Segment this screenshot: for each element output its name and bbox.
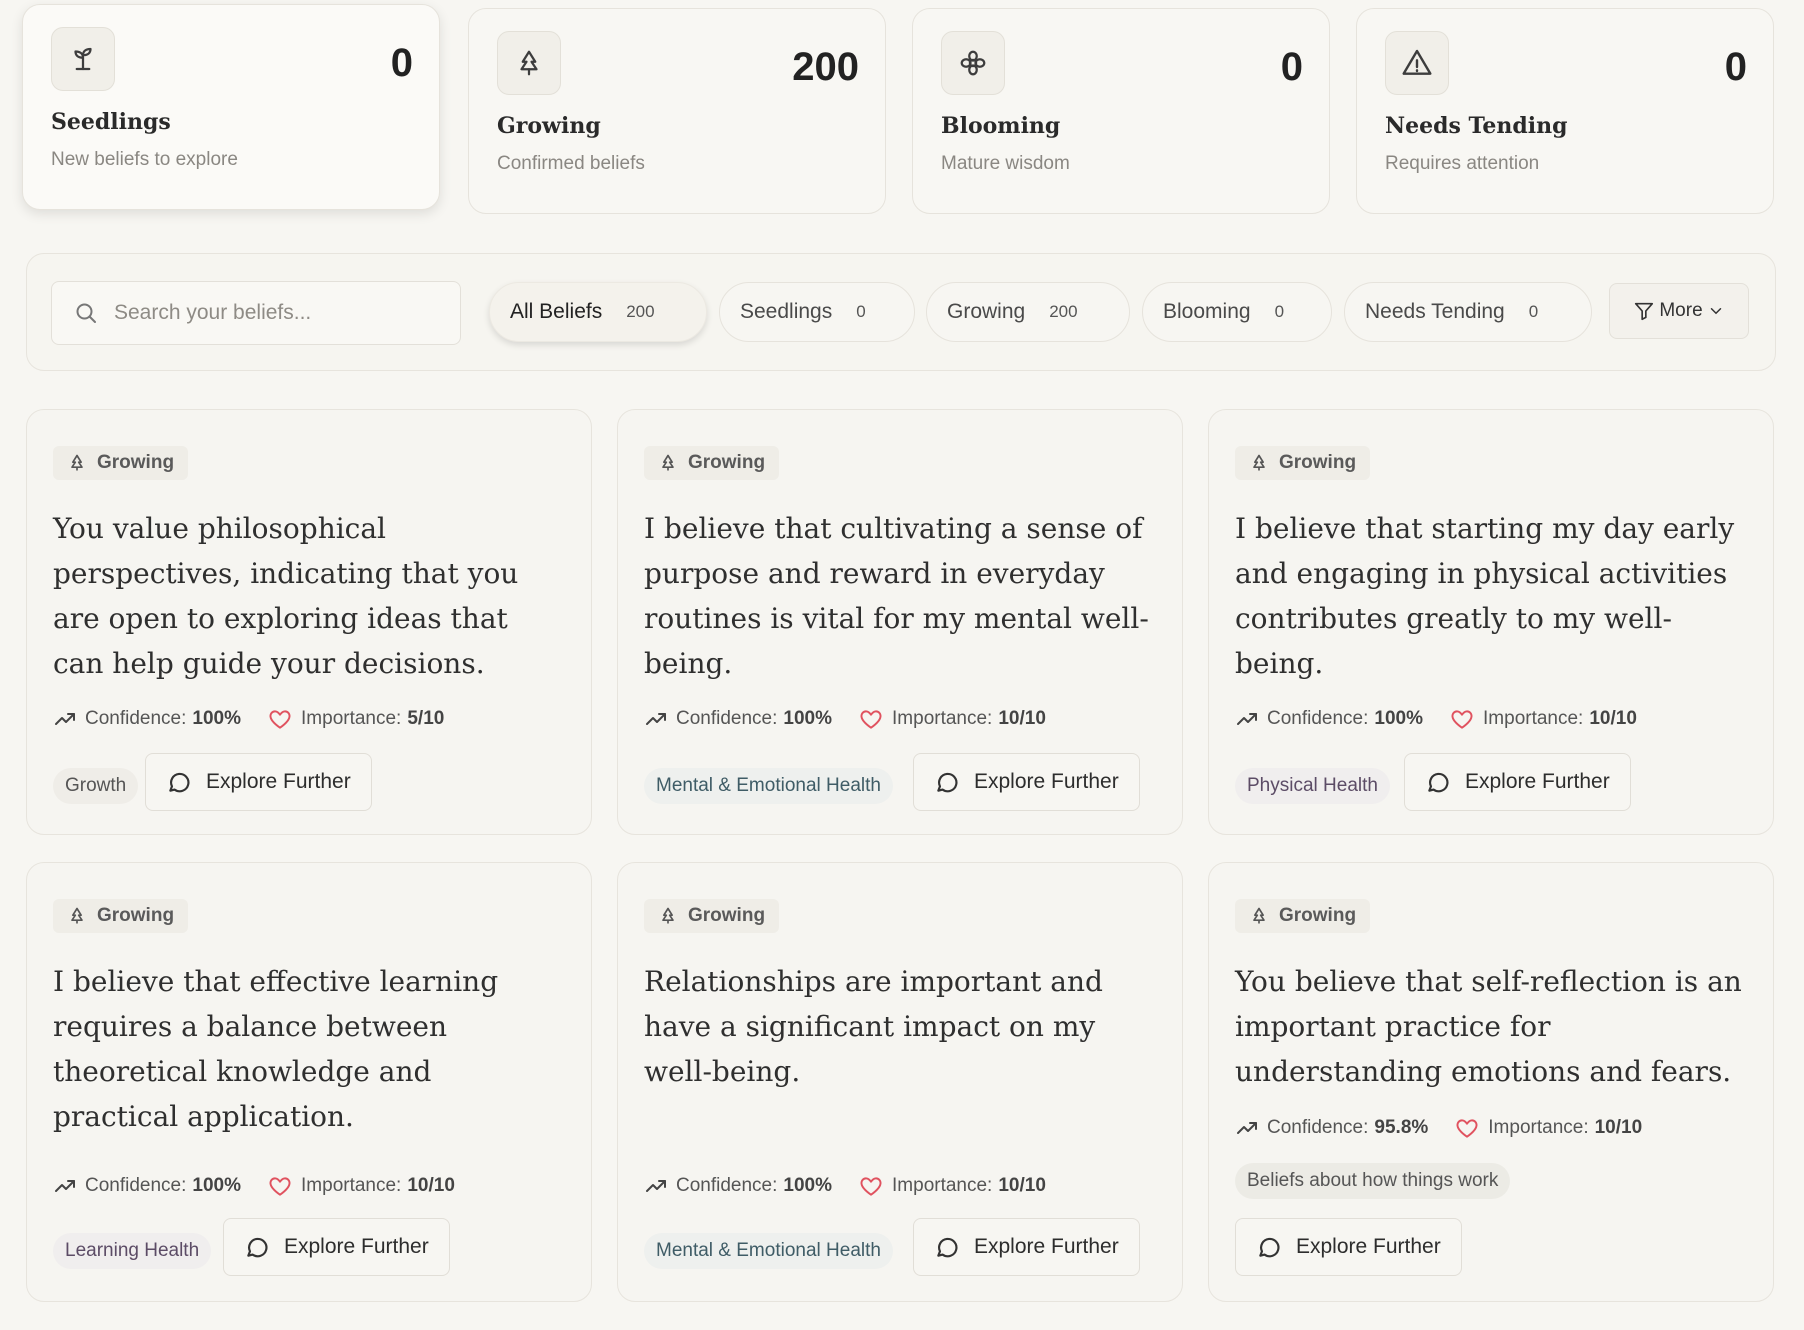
importance-metric bbox=[858, 1173, 1046, 1199]
status-label: Growing bbox=[688, 905, 766, 926]
importance-label: Importance: bbox=[892, 708, 993, 729]
heart-icon bbox=[1454, 1115, 1480, 1141]
explore-further-button[interactable] bbox=[913, 1218, 1140, 1276]
more-label: More bbox=[1659, 300, 1703, 321]
trending-up-icon bbox=[53, 1174, 77, 1198]
confidence-label: Confidence: bbox=[85, 1175, 187, 1196]
status-label: Growing bbox=[1279, 905, 1357, 926]
filter-bar bbox=[26, 253, 1776, 371]
search-input[interactable] bbox=[114, 301, 444, 325]
trending-up-icon bbox=[53, 707, 77, 731]
explore-further-button[interactable] bbox=[145, 753, 372, 811]
stat-card-growing[interactable] bbox=[468, 8, 886, 214]
search-box bbox=[51, 281, 461, 345]
filter-label: Growing bbox=[947, 300, 1026, 323]
confidence-metric bbox=[53, 707, 241, 731]
belief-statement: You believe that self-reflection is an important practice for understanding emotions and fears. bbox=[1235, 965, 1742, 1088]
confidence-value: 100% bbox=[783, 708, 833, 729]
stat-subtitle: Requires attention bbox=[1385, 153, 1540, 174]
flower-icon bbox=[941, 31, 1005, 95]
belief-statement: I believe that starting my day early and engaging in physical activities contributes greatly to my well-being. bbox=[1235, 512, 1735, 680]
explore-label: Explore Further bbox=[1296, 1235, 1441, 1258]
category-tag[interactable]: Physical Health bbox=[1235, 768, 1390, 804]
belief-statement: I believe that cultivating a sense of purpose and reward in everyday routines is vital for my mental well-being. bbox=[644, 512, 1149, 680]
confidence-metric bbox=[53, 1174, 241, 1198]
explore-label: Explore Further bbox=[206, 770, 351, 793]
tree-icon bbox=[67, 906, 87, 926]
chat-bubble-icon bbox=[244, 1234, 270, 1260]
importance-metric bbox=[267, 706, 444, 732]
confidence-metric bbox=[1235, 1116, 1428, 1140]
belief-card bbox=[26, 862, 592, 1302]
filter-count: 0 bbox=[856, 302, 866, 321]
tree-icon bbox=[497, 31, 561, 95]
belief-card bbox=[26, 409, 592, 835]
filter-label: Needs Tending bbox=[1365, 300, 1505, 323]
filter-seedlings[interactable] bbox=[719, 282, 915, 342]
stat-title: Needs Tending bbox=[1385, 113, 1568, 139]
belief-metrics bbox=[1235, 1115, 1642, 1141]
explore-label: Explore Further bbox=[1465, 770, 1610, 793]
tree-icon bbox=[658, 453, 678, 473]
stat-title: Seedlings bbox=[51, 109, 171, 135]
trending-up-icon bbox=[644, 1174, 668, 1198]
chat-bubble-icon bbox=[1425, 769, 1451, 795]
status-label: Growing bbox=[1279, 452, 1357, 473]
filter-label: All Beliefs bbox=[510, 300, 603, 323]
belief-card bbox=[617, 862, 1183, 1302]
status-badge bbox=[1235, 446, 1370, 480]
confidence-value: 100% bbox=[783, 1175, 833, 1196]
stat-subtitle: New beliefs to explore bbox=[51, 149, 238, 170]
belief-statement: I believe that effective learning requires a balance between theoretical knowledge and practical application. bbox=[53, 965, 499, 1133]
filter-blooming[interactable] bbox=[1142, 282, 1332, 342]
status-badge bbox=[1235, 899, 1370, 933]
status-badge bbox=[53, 446, 188, 480]
tree-icon bbox=[67, 453, 87, 473]
trending-up-icon bbox=[1235, 1116, 1259, 1140]
status-label: Growing bbox=[97, 452, 175, 473]
confidence-metric bbox=[1235, 707, 1423, 731]
search-icon bbox=[74, 301, 98, 325]
category-tag[interactable]: Learning Health bbox=[53, 1233, 211, 1269]
chat-bubble-icon bbox=[166, 769, 192, 795]
importance-label: Importance: bbox=[301, 708, 402, 729]
filter-icon bbox=[1633, 300, 1655, 322]
category-tag[interactable]: Mental & Emotional Health bbox=[644, 768, 893, 804]
category-tag[interactable]: Mental & Emotional Health bbox=[644, 1233, 893, 1269]
chat-bubble-icon bbox=[934, 1234, 960, 1260]
explore-label: Explore Further bbox=[974, 770, 1119, 793]
importance-label: Importance: bbox=[1483, 708, 1584, 729]
category-tag[interactable]: Growth bbox=[53, 768, 138, 804]
tree-icon bbox=[1249, 906, 1269, 926]
confidence-label: Confidence: bbox=[676, 1175, 778, 1196]
filter-count: 200 bbox=[626, 302, 655, 321]
status-label: Growing bbox=[97, 905, 175, 926]
confidence-value: 100% bbox=[1374, 708, 1424, 729]
importance-value: 10/10 bbox=[1589, 708, 1637, 729]
belief-statement: Relationships are important and have a significant impact on my well-being. bbox=[644, 965, 1103, 1088]
trending-up-icon bbox=[644, 707, 668, 731]
confidence-value: 100% bbox=[192, 708, 242, 729]
status-label: Growing bbox=[688, 452, 766, 473]
belief-metrics bbox=[644, 706, 1046, 732]
explore-further-button[interactable] bbox=[1235, 1218, 1462, 1276]
confidence-label: Confidence: bbox=[676, 708, 778, 729]
confidence-label: Confidence: bbox=[1267, 1117, 1369, 1138]
chat-bubble-icon bbox=[934, 769, 960, 795]
filter-label: Seedlings bbox=[740, 300, 833, 323]
chat-bubble-icon bbox=[1256, 1234, 1282, 1260]
status-badge bbox=[53, 899, 188, 933]
confidence-metric bbox=[644, 1174, 832, 1198]
stat-subtitle: Mature wisdom bbox=[941, 153, 1070, 174]
belief-metrics bbox=[53, 706, 444, 732]
heart-icon bbox=[267, 706, 293, 732]
stat-title: Growing bbox=[497, 113, 601, 139]
explore-label: Explore Further bbox=[284, 1235, 429, 1258]
tree-icon bbox=[1249, 453, 1269, 473]
heart-icon bbox=[267, 1173, 293, 1199]
explore-further-button[interactable] bbox=[223, 1218, 450, 1276]
heart-icon bbox=[1449, 706, 1475, 732]
stat-count: 0 bbox=[1724, 45, 1747, 89]
warning-icon bbox=[1385, 31, 1449, 95]
filter-count: 0 bbox=[1528, 302, 1539, 321]
tree-icon bbox=[658, 906, 678, 926]
belief-metrics bbox=[1235, 706, 1637, 732]
importance-value: 10/10 bbox=[1594, 1117, 1643, 1138]
explore-further-button[interactable] bbox=[913, 753, 1140, 811]
belief-card bbox=[1208, 409, 1774, 835]
stat-card-seedlings[interactable] bbox=[22, 4, 440, 210]
filter-needs-tending[interactable] bbox=[1344, 282, 1592, 342]
belief-metrics bbox=[644, 1173, 1046, 1199]
more-filters-button[interactable] bbox=[1609, 283, 1749, 339]
confidence-metric bbox=[644, 707, 832, 731]
filter-count: 200 bbox=[1049, 302, 1078, 321]
importance-value: 10/10 bbox=[998, 708, 1046, 729]
stat-count: 0 bbox=[1280, 45, 1303, 89]
explore-label: Explore Further bbox=[974, 1235, 1119, 1258]
stat-count: 0 bbox=[390, 41, 413, 85]
explore-further-button[interactable] bbox=[1404, 753, 1631, 811]
importance-metric bbox=[1454, 1115, 1642, 1141]
filter-all-beliefs[interactable] bbox=[489, 282, 707, 342]
filter-count: 0 bbox=[1274, 302, 1285, 321]
importance-value: 10/10 bbox=[407, 1175, 455, 1196]
heart-icon bbox=[858, 706, 884, 732]
importance-value: 5/10 bbox=[407, 708, 445, 729]
filter-label: Blooming bbox=[1163, 300, 1251, 323]
importance-value: 10/10 bbox=[998, 1175, 1046, 1196]
importance-label: Importance: bbox=[1488, 1117, 1589, 1138]
heart-icon bbox=[858, 1173, 884, 1199]
stat-count: 200 bbox=[792, 45, 859, 89]
belief-card bbox=[1208, 862, 1774, 1302]
belief-statement: You value philosophical perspectives, indicating that you are open to exploring ideas that can help guide your decisions. bbox=[53, 512, 519, 680]
stat-card-needs-tending[interactable] bbox=[1356, 8, 1774, 214]
belief-card bbox=[617, 409, 1183, 835]
status-badge bbox=[644, 446, 779, 480]
importance-label: Importance: bbox=[892, 1175, 993, 1196]
status-badge bbox=[644, 899, 779, 933]
sprout-icon bbox=[51, 27, 115, 91]
filter-growing[interactable] bbox=[926, 282, 1130, 342]
trending-up-icon bbox=[1235, 707, 1259, 731]
stat-subtitle: Confirmed beliefs bbox=[497, 153, 645, 174]
confidence-label: Confidence: bbox=[85, 708, 187, 729]
stat-card-blooming[interactable] bbox=[912, 8, 1330, 214]
stats-row bbox=[24, 8, 1774, 214]
importance-metric bbox=[858, 706, 1046, 732]
confidence-value: 100% bbox=[192, 1175, 242, 1196]
confidence-value: 95.8% bbox=[1374, 1117, 1429, 1138]
category-tag[interactable]: Beliefs about how things work bbox=[1235, 1163, 1510, 1199]
confidence-label: Confidence: bbox=[1267, 708, 1369, 729]
chevron-down-icon bbox=[1707, 302, 1725, 320]
belief-metrics bbox=[53, 1173, 455, 1199]
importance-metric bbox=[1449, 706, 1637, 732]
importance-metric bbox=[267, 1173, 455, 1199]
stat-title: Blooming bbox=[941, 113, 1061, 139]
importance-label: Importance: bbox=[301, 1175, 402, 1196]
